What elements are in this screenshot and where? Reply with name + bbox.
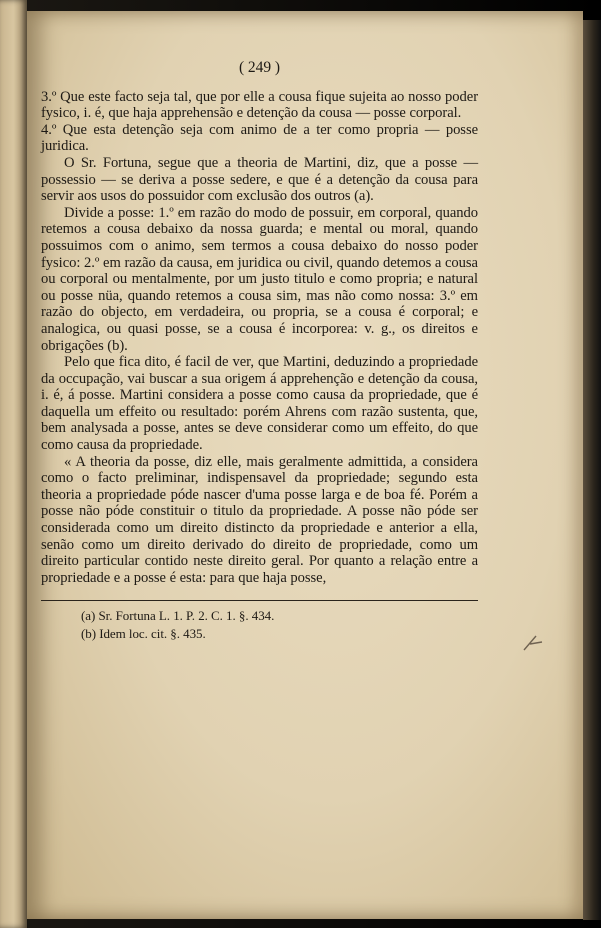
paragraph-ahrens-quote: « A theoria da posse, diz elle, mais geralmente admittida, a considera como o facto preliminar, indispensavel da propriedade; segundo esta theoria a propriedade póde nascer d'uma posse larga e de boa fé. Porém a posse não póde constituir o titulo da propriedade. A posse não póde ser considerada como um direito distincto da propriedade e anterior a ella, senão como um direito derivado do direito de propriedade, como um direito particular contido neste direito geral. Por quanto a relação entre a propriedade e a posse é esta: para que haja posse, [41, 453, 478, 586]
footnote-divider [41, 600, 478, 601]
right-page-edge [583, 20, 601, 920]
footnotes [41, 607, 478, 643]
paragraph-martini: Pelo que fica dito, é facil de ver, que Martini, deduzindo a propriedade da occupação, vai buscar a sua origem á apprehenção e detenção da cousa, i. é, á posse. Martini considera a posse como causa da propriedade, que é daquella um effeito ou resultado: porém Ahrens com razão sustenta, que, bem analysada a posse, antes se deve considerar como um effeito, do que como causa da propriedade. [41, 354, 478, 454]
page-text [41, 60, 478, 643]
paragraph-divide-posse: Divide a posse: 1.º em razão do modo de possuir, em corporal, quando retemos a cousa debaixo da nossa guarda; e mental ou moral, quando possuimos com o animo, sem termos a cousa debaixo do nosso poder fysico: 2.º em razão da causa, em juridica ou civil, quando detemos a cousa ou corporal ou mentalmente, por um justo titulo e como propria; e natural ou posse nüa, quando retemos a cousa sim, mas não como nossa: 3.º em razão do objecto, em verdadeira, ou propria, se a cousa é corporal; e analogica, ou quasi posse, se a cousa é incorporea: v. g., os direitos e obrigações (b). [41, 204, 478, 354]
paragraph-item-3: 3.º Que este facto seja tal, que por elle a cousa fique sujeita ao nosso poder fysico, i. é, que haja apprehensão e detenção da cousa — posse corporal. [41, 88, 478, 122]
paragraph-item-4: 4.º Que esta detenção seja com animo de a ter como propria — posse juridica. [41, 121, 478, 155]
page-number: ( 249 ) [239, 59, 280, 76]
pencil-mark-icon [520, 622, 550, 662]
footnote-b: (b) Idem loc. cit. §. 435. [81, 626, 206, 642]
footnote-a: (a) Sr. Fortuna L. 1. P. 2. C. 1. §. 434. [81, 608, 275, 624]
left-page-edge [0, 0, 27, 928]
paragraph-fortuna: O Sr. Fortuna, segue que a theoria de Martini, diz, que a posse — possessio — se deriva a posse sedere, e que é a detenção da cousa para servir aos usos do possuidor com exclusão dos outros (a). [41, 154, 478, 205]
